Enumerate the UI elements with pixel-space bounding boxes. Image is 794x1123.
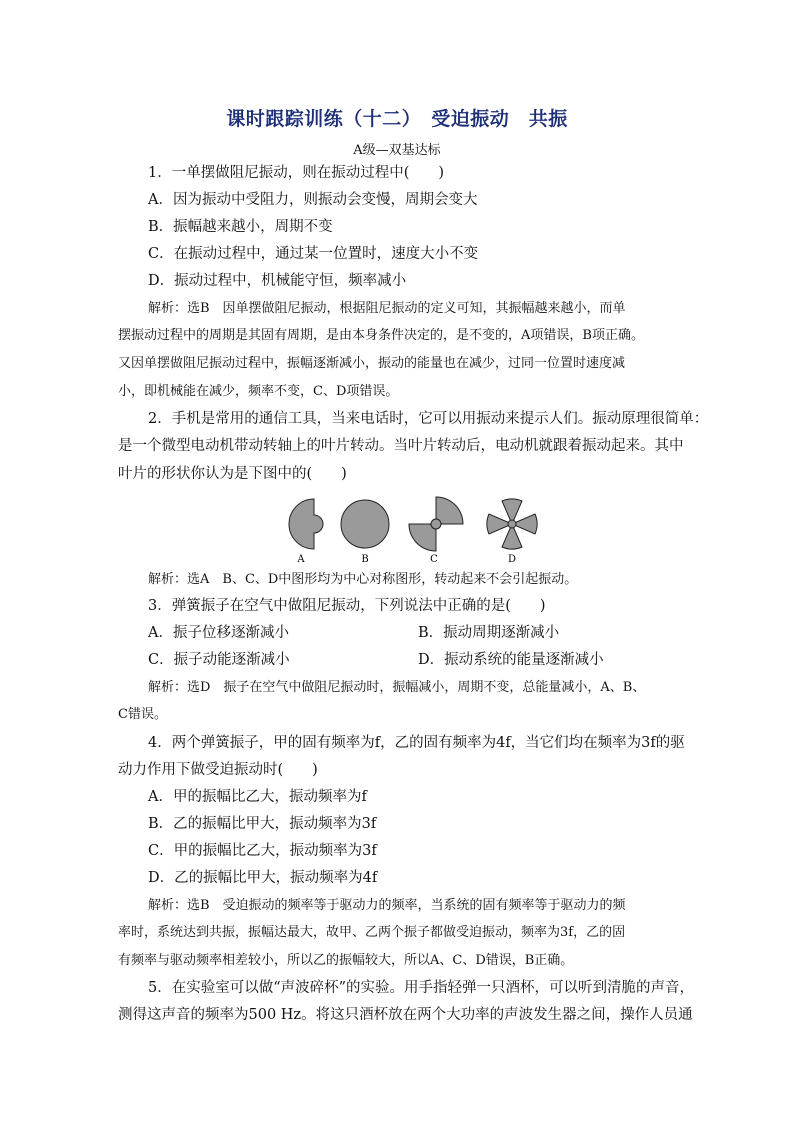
section-subtitle: A级—双基达标 — [353, 143, 441, 158]
q1-stem: 1．一单摆做阻尼振动，则在振动过程中( ) — [148, 165, 445, 181]
q4-option-d: D．乙的振幅比甲大，振动频率为4f — [148, 870, 378, 886]
q1-option-b: B．振幅越来越小，周期不变 — [148, 219, 333, 235]
q4-solution-line-1: 解析：选B 受迫振动的频率等于驱动力的频率，当系统的固有频率等于驱动力的频 — [148, 898, 626, 913]
q3-solution-line-2: C错误。 — [118, 707, 167, 722]
q4-line-1: 4．两个弹簧振子，甲的固有频率为f，乙的固有频率为4f，当它们均在频率为3f的驱 — [148, 735, 685, 751]
q2-line-2: 是一个微型电动机带动转轴上的叶片转动。当叶片转动后，电动机就跟着振动起来。其中 — [118, 438, 684, 454]
q1-option-c: C．在振动过程中，通过某一位置时，速度大小不变 — [148, 246, 479, 262]
blade-c-shape — [409, 497, 463, 551]
figure-label-a: A — [297, 554, 305, 565]
q3-solution-line-1: 解析：选D 振子在空气中做阻尼振动时，振幅减小，周期不变，总能量减小，A、B、 — [148, 680, 646, 695]
q5-line-2: 测得这声音的频率为500 Hz。将这只酒杯放在两个大功率的声波发生器之间，操作人员通 — [118, 1007, 693, 1023]
blade-shapes-figure — [276, 492, 546, 568]
q1-solution-line-2: 摆振动过程中的周期是其固有周期，是由本身条件决定的，是不变的，A项错误，B项正确。 — [118, 328, 644, 343]
page-title: 课时跟踪训练（十二） 受迫振动 共振 — [226, 108, 568, 130]
q3-option-d: D．振动系统的能量逐渐减小 — [418, 652, 604, 668]
q3-option-a: A．振子位移逐渐减小 — [148, 625, 289, 641]
q4-option-b: B．乙的振幅比甲大，振动频率为3f — [148, 816, 377, 832]
q3-stem: 3．弹簧振子在空气中做阻尼振动，下列说法中正确的是( ) — [148, 598, 546, 614]
q2-line-1: 2．手机是常用的通信工具，当来电话时，它可以用振动来提示人们。振动原理很简单： — [148, 411, 709, 427]
q2-line-3: 叶片的形状你认为是下图中的( ) — [118, 466, 347, 482]
blade-d-shape — [487, 499, 537, 549]
figure-label-b: B — [361, 554, 369, 565]
blade-a-shape — [289, 499, 323, 549]
q3-option-b: B．振动周期逐渐减小 — [418, 625, 560, 641]
q4-solution-line-2: 率时，系统达到共振，振幅达最大，故甲、乙两个振子都做受迫振动，频率为3f，乙的固 — [118, 925, 626, 940]
q1-solution-line-4: 小，即机械能在减少，频率不变，C、D项错误。 — [118, 384, 399, 399]
figure-label-c: C — [430, 554, 438, 565]
blade-b-shape — [341, 500, 389, 548]
q1-solution-line-3: 又因单摆做阻尼振动过程中，振幅逐渐减小，振动的能量也在减少，过同一位置时速度减 — [118, 356, 626, 371]
q1-option-a: A．因为振动中受阻力，则振动会变慢，周期会变大 — [148, 192, 478, 208]
q5-line-1: 5．在实验室可以做“声波碎杯”的实验。用手指轻弹一只酒杯，可以听到清脆的声音， — [148, 980, 695, 996]
q1-option-d: D．振动过程中，机械能守恒，频率减小 — [148, 273, 407, 289]
q4-option-c: C．甲的振幅比乙大，振动频率为3f — [148, 843, 377, 859]
q4-option-a: A．甲的振幅比乙大，振动频率为f — [148, 789, 367, 805]
q2-solution: 解析：选A B、C、D中图形均为中心对称图形，转动起来不会引起振动。 — [148, 572, 578, 587]
q4-line-2: 动力作用下做受迫振动时( ) — [118, 762, 318, 778]
q3-option-c: C．振子动能逐渐减小 — [148, 652, 290, 668]
q1-solution-line-1: 解析：选B 因单摆做阻尼振动，根据阻尼振动的定义可知，其振幅越来越小，而单 — [148, 301, 626, 316]
q4-solution-line-3: 有频率与驱动频率相差较小，所以乙的振幅较大，所以A、C、D错误，B正确。 — [118, 953, 574, 968]
figure-label-d: D — [507, 554, 517, 565]
